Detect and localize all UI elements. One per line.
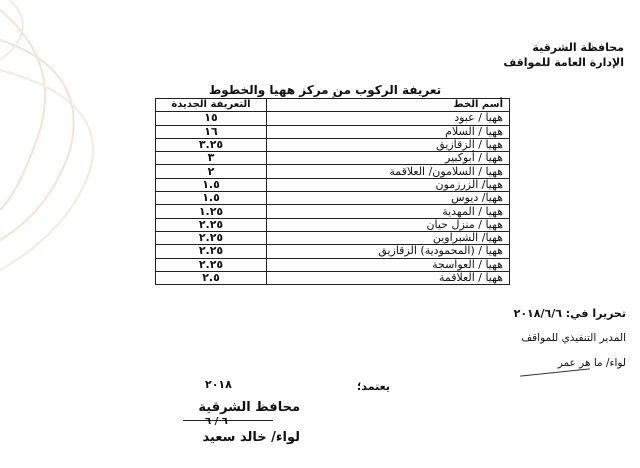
- route-cell: ههيا / السلامون/ العلاقمة: [267, 165, 510, 178]
- table-row: [156, 165, 510, 178]
- route-cell: ههيا / المهدية: [267, 205, 510, 218]
- table-row: [156, 138, 510, 151]
- route-cell: ههيا/ الزرزمون: [267, 178, 510, 191]
- route-cell: ههيا / أبوكبير: [267, 152, 510, 165]
- route-cell: ههيا / العواسجة: [267, 258, 510, 271]
- header-department: الإدارة العامة للمواقف: [503, 56, 624, 69]
- executive-name: لواء/ ما هر عمر: [557, 357, 626, 369]
- fare-cell: ٢: [156, 165, 267, 178]
- governor-name: لواء/ خالد سعيد: [202, 430, 300, 445]
- fare-cell: ١.٥: [156, 178, 267, 191]
- fare-cell: ٢.٢٥: [156, 218, 267, 231]
- governor-signature: [165, 378, 305, 458]
- header: [404, 40, 624, 70]
- header-route: أسم الخط: [267, 99, 510, 112]
- table-row: [156, 152, 510, 165]
- fare-cell: ٢.٥: [156, 271, 267, 284]
- decorative-arcs: [0, 0, 120, 468]
- governor-date: ٦ / ٦: [205, 416, 228, 427]
- route-cell: ههيا / (المحمودية) الزقازيق: [267, 245, 510, 258]
- page-title: تعريفة الركوب من مركز ههيا والخطوط: [208, 83, 442, 97]
- route-cell: ههيا / العلاقمة: [267, 271, 510, 284]
- route-cell: ههيا / عبود: [267, 112, 510, 125]
- fare-cell: ٢.٢٥: [156, 231, 267, 244]
- table-row: [156, 178, 510, 191]
- table-row: [156, 231, 510, 244]
- fares-table: [155, 98, 510, 285]
- table-row: [156, 218, 510, 231]
- table-row: [156, 258, 510, 271]
- fare-cell: ٣.٢٥: [156, 138, 267, 151]
- fare-cell: ١٦: [156, 125, 267, 138]
- approved-label: يعتمد؛: [357, 380, 390, 393]
- executive-title: المدير التنفيذي للمواقف: [521, 332, 626, 344]
- header-governorate: محافظة الشرقية: [532, 41, 624, 54]
- route-cell: ههيا / السلام: [267, 125, 510, 138]
- table-row: [156, 112, 510, 125]
- fare-cell: ٢.٢٥: [156, 245, 267, 258]
- signature-line: [520, 368, 590, 376]
- table-row: [156, 205, 510, 218]
- governor-year: ٢٠١٨: [205, 378, 232, 391]
- governor-underline: [183, 420, 273, 421]
- governor-title: محافظ الشرقية: [198, 400, 300, 415]
- route-cell: ههيا / الزقازيق: [267, 138, 510, 151]
- fare-cell: ١.٢٥: [156, 205, 267, 218]
- fare-cell: ٣: [156, 152, 267, 165]
- table-row: [156, 125, 510, 138]
- route-cell: ههيا / منزل حيان: [267, 218, 510, 231]
- table-header-row: [156, 99, 510, 112]
- table-row: [156, 245, 510, 258]
- fare-cell: ١٥: [156, 112, 267, 125]
- header-fare: التعريفة الجديدة: [156, 99, 267, 112]
- route-cell: ههيا/ ديوس: [267, 192, 510, 205]
- fare-cell: ١.٥: [156, 192, 267, 205]
- written-date: تحريرا في: ٢٠١٨/٦/٦: [513, 307, 626, 320]
- table-row: [156, 271, 510, 284]
- table-row: [156, 192, 510, 205]
- route-cell: ههيا/ الشبراوين: [267, 231, 510, 244]
- fare-cell: ٢.٢٥: [156, 258, 267, 271]
